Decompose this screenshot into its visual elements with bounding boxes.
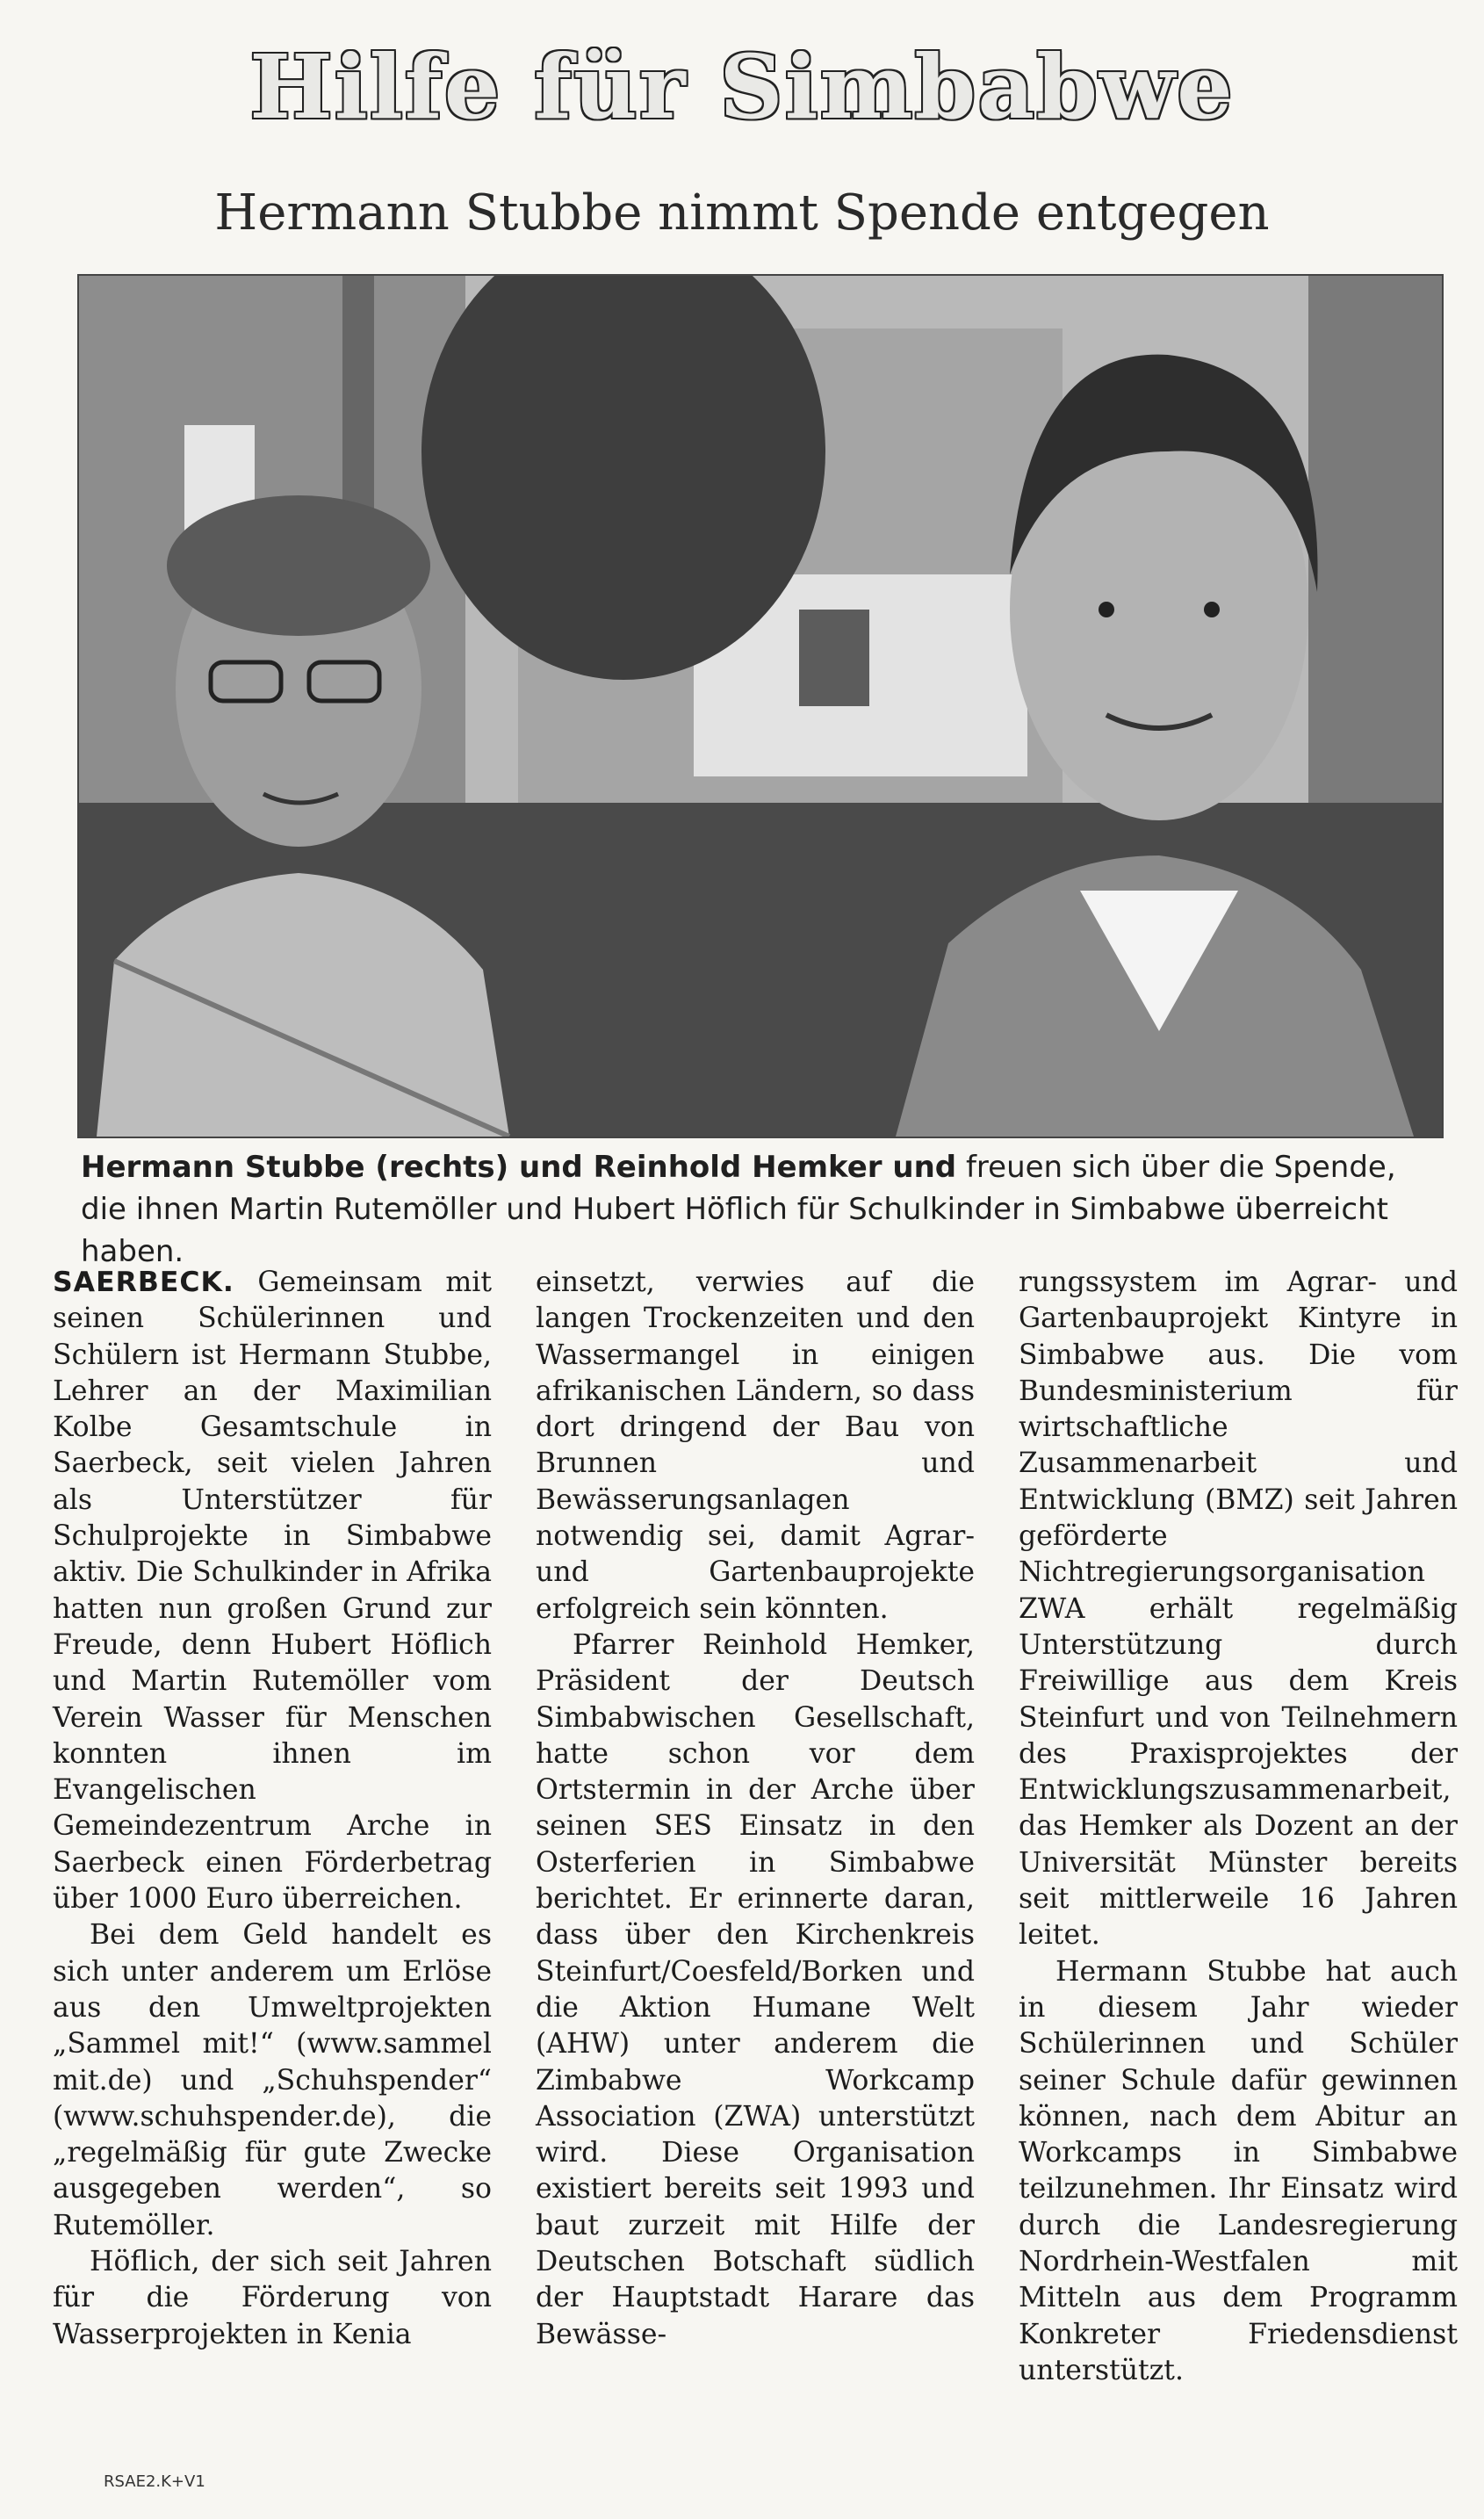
caption-lead: Hermann Stubbe (rechts) und Reinhold Hemker und xyxy=(81,1150,957,1185)
photo-caption xyxy=(81,1146,1442,1273)
garage-window xyxy=(799,610,869,706)
building-right xyxy=(1308,276,1442,891)
paragraph: Pfarrer Reinhold Hemker, Präsident der Deutsch Simbabwischen Gesellschaft, hatte schon vor dem Ortstermin in der Arche über seinen SES Einsatz in den Osterferien in Simbabwe berichtet. Er erinnerte daran, dass über den Kirchenkreis Steinfurt/Coesfeld/Borken und die Aktion Humane Welt (AHW) unter anderem die Zimbabwe Workcamp Association (ZWA) unterstützt wird. Diese Organisation existiert bereits seit 1993 und baut zurzeit mit Hilfe der Deutschen Botschaft südlich der Hauptstadt Harare das Bewässe- xyxy=(536,1628,975,2350)
paragraph: einsetzt, verwies auf die langen Trockenzeiten und den Wassermangel in einigen afrikanischen Ländern, so dass dort dringend der Bau von Brunnen und Bewässerungsanlagen notwendig sei, damit Agrar- und Gartenbauprojekte erfolgreich sein könnten. xyxy=(536,1267,975,1625)
paragraph xyxy=(53,1265,492,1917)
subheadline: Hermann Stubbe nimmt Spende entgegen xyxy=(214,184,1270,242)
article-photo xyxy=(77,274,1444,1138)
paragraph: Höflich, der sich seit Jahren für die Förderung von Wasserprojekten in Kenia xyxy=(53,2246,492,2350)
caption-text: freuen sich über die Spende, die ihnen Martin Rutemöller und Hubert Höflich für Schulkinder in Simbabwe überreicht haben. xyxy=(81,1150,1396,1269)
dateline: SAERBECK. xyxy=(53,1267,234,1298)
paragraph: rungssystem im Agrar- und Gartenbauprojekt Kintyre in Simbabwe aus. Die vom Bundesministerium für wirtschaftliche Zusammenarbeit und Entwicklung (BMZ) seit Jahren geförderte Nichtregierungsorganisation ZWA erhält regelmäßig Unterstützung durch Freiwillige aus dem Kreis Steinfurt und von Teilnehmern des Praxisprojektes der Entwicklungszusammenarbeit, das Hemker als Dozent an der Universität Münster bereits seit mittlerweile 16 Jahren leitet. xyxy=(1019,1267,1458,1952)
article-column-1 xyxy=(53,1265,492,2353)
paragraph: Bei dem Geld handelt es sich unter anderem um Erlöse aus den Umweltprojekten „Sammel mit!“ (www.sammel mit.de) und „Schuhspender“ (www.schuhspender.de), die „regelmäßig für gute Zwecke ausgegeben werden“, so Rutemöller. xyxy=(53,1919,492,2241)
photo-illustration xyxy=(79,276,1442,1137)
article-column-3 xyxy=(1019,1265,1458,2389)
footer-code: RSAE2.K+V1 xyxy=(104,2472,205,2491)
paragraph-text: Gemeinsam mit seinen Schülerinnen und Schülern ist Hermann Stubbe, Lehrer an der Maximilian Kolbe Gesamtschule in Saerbeck, seit vielen Jahren als Unterstützer für Schulprojekte in Simbabwe aktiv. Die Schulkinder in Afrika hatten nun großen Grund zur Freude, denn Hubert Höflich und Martin Rutemöller vom Verein Wasser für Menschen konnten ihnen im Evangelischen Gemeindezentrum Arche in Saerbeck einen Förderbetrag über 1000 Euro überreichen. xyxy=(53,1267,492,1916)
headline: Hilfe für Simbabwe xyxy=(249,35,1235,139)
paragraph: Hermann Stubbe hat auch in diesem Jahr wieder Schülerinnen und Schüler seiner Schule dafür gewinnen können, nach dem Abitur an Workcamps in Simbabwe teilzunehmen. Ihr Einsatz wird durch die Landesregierung Nordrhein-Westfalen mit Mitteln aus dem Programm Konkreter Friedensdienst unterstützt. xyxy=(1019,1955,1458,2386)
article-column-2 xyxy=(536,1265,975,2353)
